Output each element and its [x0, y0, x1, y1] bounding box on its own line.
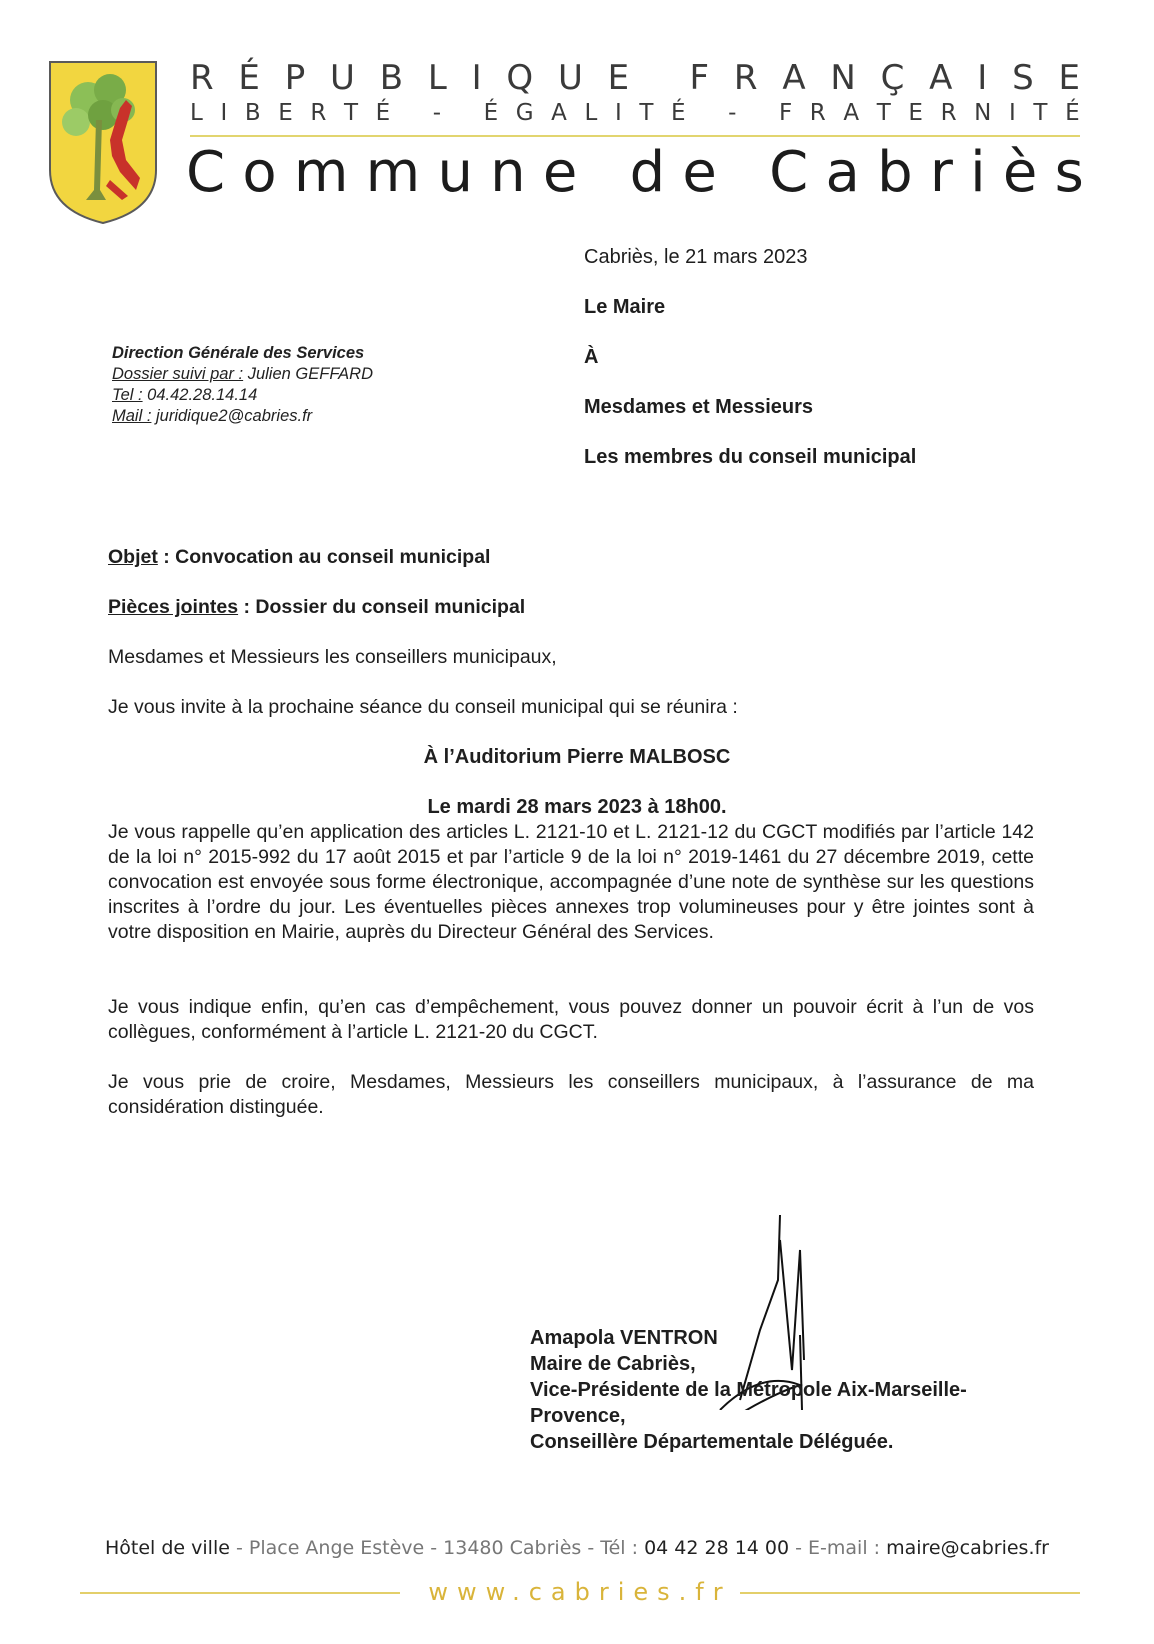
legal-reminder-paragraph: Je vous rappelle qu’en application des articles L. 2121-10 et L. 2121-12 du CGCT modifiés par l’article 142 de la loi n° 2015-992 du 17 août 2015 et par l’article 9 de la loi n° 2019-1461 du 27 décembre 2019, cette convocation est envoyée sous forme électronique, accompagnée d’une note de synthèse sur les questions inscrites à l’ordre du jour. Les éventuelles pièces annexes trop volumineuses pour y être jointes sont à votre disposition en Mairie, auprès du Directeur Général des Services. — [108, 821, 1034, 943]
coat-of-arms-logo — [48, 60, 158, 225]
republique-char: F — [689, 58, 710, 98]
devise-char: T — [343, 100, 359, 126]
letter-date: Cabriès, le 21 mars 2023 — [584, 246, 808, 268]
commune-char: e — [682, 140, 717, 205]
attachments-value: : Dossier du conseil municipal — [238, 596, 526, 618]
devise-char: T — [639, 100, 654, 126]
signature-block — [530, 1325, 967, 1455]
devise-char: B — [244, 100, 261, 126]
devise-char — [754, 100, 761, 126]
sender-block — [112, 343, 373, 427]
meeting-place: À l’Auditorium Pierre MALBOSC — [423, 746, 731, 768]
footer-phone: 04 42 28 14 00 — [644, 1537, 790, 1559]
devise-char: E — [278, 100, 293, 126]
devise-char: A — [843, 100, 860, 126]
commune-char: e — [542, 140, 578, 205]
closing-paragraph: Je vous prie de croire, Mesdames, Messieurs les conseillers municipaux, à l’assurance de ma considération distinguée. — [108, 1071, 1034, 1118]
republique-char: P — [284, 58, 306, 98]
footer-email-label: - E-mail : — [789, 1537, 887, 1559]
signatory-title-1: Maire de Cabriès, — [530, 1353, 696, 1375]
commune-char: i — [970, 140, 986, 205]
republique-char: S — [1012, 58, 1034, 98]
footer-hotel: Hôtel de ville — [105, 1537, 230, 1559]
meeting-date: Le mardi 28 mars 2023 à 18h00. — [427, 796, 727, 818]
republique-char — [654, 58, 665, 98]
commune-char: m — [365, 140, 421, 205]
devise-char: G — [515, 100, 534, 126]
republique-char: E — [1058, 58, 1080, 98]
signatory-title-4: Conseillère Départementale Déléguée. — [530, 1431, 894, 1453]
signatory-name: Amapola VENTRON — [530, 1327, 718, 1349]
devise-char: A — [551, 100, 567, 126]
republique-francaise-heading — [190, 58, 1080, 98]
commune-title — [186, 140, 1084, 205]
devise-char: - — [432, 100, 442, 126]
mail-value: juridique2@cabries.fr — [151, 407, 313, 425]
commune-char: s — [1054, 140, 1084, 205]
devise-char — [408, 100, 415, 126]
commune-char: C — [186, 140, 226, 205]
republique-char: U — [330, 58, 355, 98]
devise-char: É — [1065, 100, 1080, 126]
footer-website[interactable]: www.cabries.fr — [428, 1578, 732, 1606]
republique-char: I — [977, 58, 988, 98]
republique-char: L — [427, 58, 447, 98]
commune-char: d — [629, 140, 666, 205]
devise-char: T — [1033, 100, 1048, 126]
addressee-members: Les membres du conseil municipal — [584, 446, 917, 468]
object-value: : Convocation au conseil municipal — [157, 546, 491, 568]
devise-char: L — [190, 100, 203, 126]
devise-char: R — [310, 100, 327, 126]
to-label: À — [584, 346, 599, 368]
signatory-title-3: Provence, — [530, 1405, 626, 1427]
commune-char: m — [293, 140, 349, 205]
devise-char: É — [671, 100, 686, 126]
republique-char: Q — [506, 58, 534, 98]
devise-char: I — [1008, 100, 1016, 126]
devise-char: R — [809, 100, 826, 126]
object-line — [108, 546, 490, 569]
commune-char: è — [1002, 140, 1038, 205]
addressee: Mesdames et Messieurs — [584, 396, 814, 418]
republique-char: N — [830, 58, 856, 98]
mail-label: Mail : — [112, 407, 152, 425]
republique-char: É — [238, 58, 260, 98]
devise-char: R — [940, 100, 957, 126]
commune-char: u — [437, 140, 473, 205]
devise-char: É — [483, 100, 499, 126]
commune-char — [595, 140, 613, 205]
dossier-label: Dossier suivi par : — [112, 365, 244, 383]
sender-direction: Direction Générale des Services — [112, 344, 365, 362]
devise-char: E — [908, 100, 923, 126]
object-label: Objet — [108, 546, 158, 568]
republique-char: A — [782, 58, 806, 98]
republique-char: E — [607, 58, 630, 98]
devise-char: F — [778, 100, 793, 126]
devise-char: - — [728, 100, 737, 126]
greeting: Mesdames et Messieurs les conseillers municipaux, — [108, 646, 557, 668]
devise-char: T — [876, 100, 891, 126]
header-divider — [190, 135, 1080, 137]
republique-char: R — [190, 58, 214, 98]
devise-char: L — [584, 100, 598, 126]
attachments-label: Pièces jointes — [108, 596, 239, 618]
devise-char: I — [220, 100, 228, 126]
devise-char: N — [974, 100, 992, 126]
attachments-line — [108, 596, 525, 619]
republique-char: R — [733, 58, 758, 98]
devise-char: I — [614, 100, 622, 126]
commune-char: r — [929, 140, 953, 205]
republique-char: U — [557, 58, 583, 98]
tel-label: Tel : — [112, 386, 143, 404]
republique-char: A — [929, 58, 953, 98]
footer-email: maire@cabries.fr — [886, 1537, 1049, 1559]
commune-char: a — [825, 140, 860, 205]
republique-char: I — [471, 58, 482, 98]
tel-value: 04.42.28.14.14 — [142, 386, 258, 404]
devise-char — [459, 100, 466, 126]
invite-text: Je vous invite à la prochaine séance du conseil municipal qui se réunira : — [108, 696, 738, 718]
devise-char: É — [375, 100, 391, 126]
republique-char: Ç — [880, 58, 905, 98]
footer-website-row — [80, 1578, 1080, 1608]
commune-char — [734, 140, 752, 205]
footer-contact — [0, 1537, 1154, 1559]
footer-address: - Place Ange Estève - 13480 Cabriès - Tél : — [229, 1537, 645, 1559]
commune-char: o — [242, 140, 277, 205]
proxy-paragraph: Je vous indique enfin, qu’en cas d’empêchement, vous pouvez donner un pouvoir écrit à l’un de vos collègues, conformément à l’article L. 2121-20 du CGCT. — [108, 996, 1034, 1043]
devise-char — [703, 100, 710, 126]
signatory-title-2: Vice-Présidente de la Métropole Aix-Marseille- — [530, 1379, 967, 1401]
from-label: Le Maire — [584, 296, 666, 318]
commune-char: C — [769, 140, 809, 205]
commune-char: b — [877, 140, 913, 205]
republique-char: B — [379, 58, 404, 98]
dossier-value: Julien GEFFARD — [243, 365, 374, 383]
commune-char: n — [490, 140, 526, 205]
devise-liberte-egalite-fraternite — [190, 100, 1080, 126]
